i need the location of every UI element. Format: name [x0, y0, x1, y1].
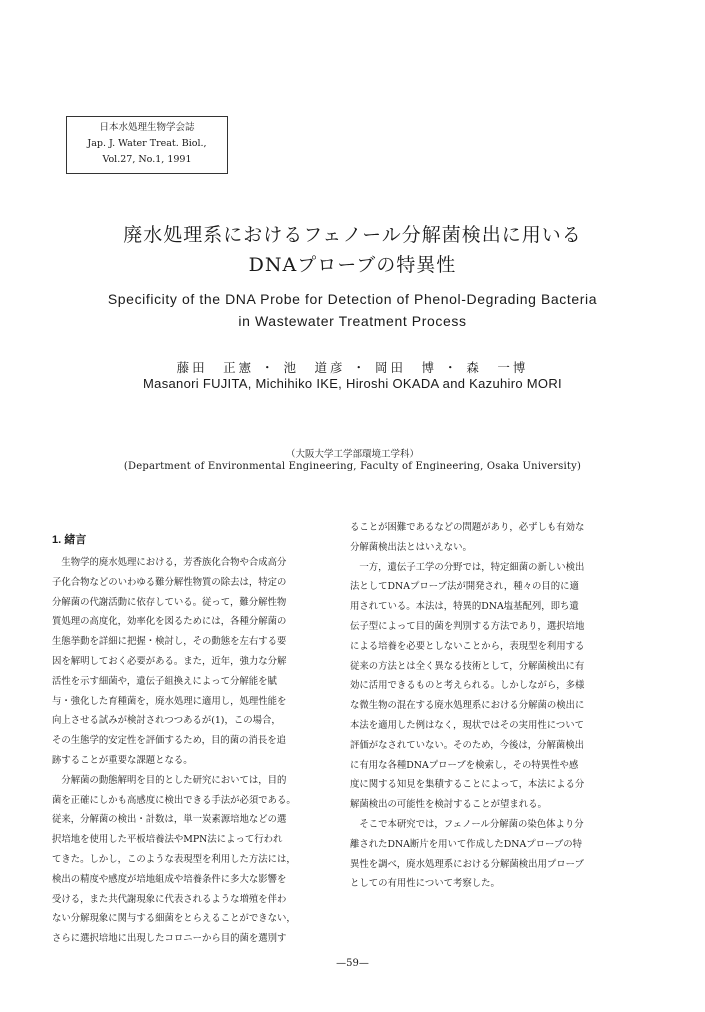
journal-name-jp: 日本水処理生物学会誌	[99, 122, 195, 133]
text-line: としての有用性について考察した。	[350, 878, 500, 890]
authors-jp: 藤田 正憲 ・ 池 道彦 ・ 岡田 博 ・ 森 一博	[176, 360, 529, 375]
text-line: 向上させる試みが検討されつつあるが(1)，この場合，	[52, 715, 281, 727]
text-line: 生物学的廃水処理における，芳香族化合物や合成高分	[52, 557, 287, 568]
text-line: 効に活用できるものと考えられる。しかしながら，多様	[350, 680, 585, 692]
section-heading: 1. 緒言	[52, 534, 87, 546]
text-line: 生態挙動を詳細に把握・検討し，その動態を左右する要	[52, 636, 287, 648]
affiliation-jp: （大阪大学工学部環境工学科）	[285, 449, 419, 460]
text-line: ない分解現象に関与する細菌をとらえることができない，	[52, 913, 296, 925]
title-en-line2: in Wastewater Treatment Process	[238, 313, 467, 329]
text-line: 異性を調べ，廃水処理系における分解菌検出用プローブ	[350, 858, 584, 870]
text-line: 受ける，また共代謝現象に代表されるような増殖を伴わ	[52, 893, 287, 905]
title-en-line1: Specificity of the DNA Probe for Detection of Phenol-Degrading Bacteria	[107, 291, 598, 307]
authors-en: Masanori FUJITA, Michihiko IKE, Hiroshi OKADA and Kazuhiro MORI	[143, 376, 562, 391]
right-column	[350, 518, 584, 894]
text-line: 分解菌の動態解明を目的とした研究においては，目的	[52, 774, 287, 786]
text-line: そこで本研究では，フェノール分解菌の染色体より分	[350, 818, 584, 830]
text-line: 解菌検出の可能性を検討することが望まれる。	[350, 799, 547, 811]
text-line: 質処理の高度化，効率化を図るためには，各種分解菌の	[52, 616, 287, 628]
text-line: さらに選択培地に出現したコロニーから目的菌を選別す	[52, 933, 287, 945]
text-line: ることが困難であるなどの問題があり，必ずしも有効な	[350, 522, 585, 533]
text-line: 子化合物などのいわゆる難分解性物質の除去は，特定の	[52, 576, 287, 588]
text-line: てきた。しかし，このような表現型を利用した方法には，	[52, 853, 296, 865]
text-line: 跡することが重要な課題となる。	[52, 754, 193, 766]
text-line: 度に関する知見を集積することによって，本法による分	[350, 779, 585, 791]
text-line: 与・強化した育種菌を，廃水処理に適用し，処理性能を	[52, 695, 287, 707]
text-line: 評価がなされていない。そのため，今後は，分解菌検出	[350, 739, 585, 751]
journal-name-en: Jap. J. Water Treat. Biol.,	[87, 138, 207, 149]
left-column	[52, 553, 296, 949]
page-number: —59—	[336, 958, 369, 969]
text-line: に有用な各種DNAプローブを検索し，その特異性や感	[350, 759, 579, 771]
affiliation-en: (Department of Environmental Engineering, Faculty of Engineering, Osaka University)	[123, 461, 582, 472]
text-line: 菌を正確にしかも高感度に検出できる手法が必須である。	[52, 794, 296, 806]
text-line: 択培地を使用した平板培養法やMPN法によって行われ	[52, 834, 283, 846]
text-line: 検出の精度や感度が培地組成や培養条件に多大な影響を	[52, 873, 287, 885]
text-line: その生態学的安定性を評価するため，目的菌の消長を追	[52, 735, 287, 747]
text-line: 用されている。本法は，特異的DNA塩基配列，即ち遺	[350, 601, 579, 613]
text-line: 分解菌検出法とはいえない。	[350, 541, 472, 553]
text-line: 従来，分解菌の検出・計数は，単一炭素源培地などの選	[52, 814, 287, 826]
text-line: 従来の方法とは全く異なる技術として，分解菌検出に有	[350, 660, 585, 672]
text-line: 一方，遺伝子工学の分野では，特定細菌の新しい検出	[350, 561, 585, 573]
title-jp-line1: 廃水処理系におけるフェノール分解菌検出に用いる	[123, 224, 582, 246]
text-line: 分解菌の代謝活動に依存している。従って，難分解性物	[52, 596, 287, 608]
title-jp-line2: DNAプローブの特異性	[248, 254, 457, 276]
text-line: な微生物の混在する廃水処理系における分解菌の検出に	[350, 700, 585, 712]
journal-volume: Vol.27, No.1, 1991	[102, 154, 192, 165]
text-line: 離されたDNA断片を用いて作成したDNAプローブの特	[350, 838, 583, 850]
text-line: 法としてDNAプローブ法が開発され，種々の目的に適	[350, 581, 579, 593]
text-line: 活性を示す細菌や，遺伝子組換えによって分解能を賦	[52, 675, 277, 687]
journal-citation-box	[66, 116, 228, 174]
text-line: 因を解明しておく必要がある。また，近年，強力な分解	[52, 655, 287, 667]
text-line: による培養を必要としないことから，表現型を利用する	[350, 640, 585, 652]
text-line: 伝子型によって目的菌を判別する方法であり，選択培地	[350, 620, 585, 632]
text-line: 本法を適用した例はなく，現状ではその実用性について	[350, 719, 585, 731]
